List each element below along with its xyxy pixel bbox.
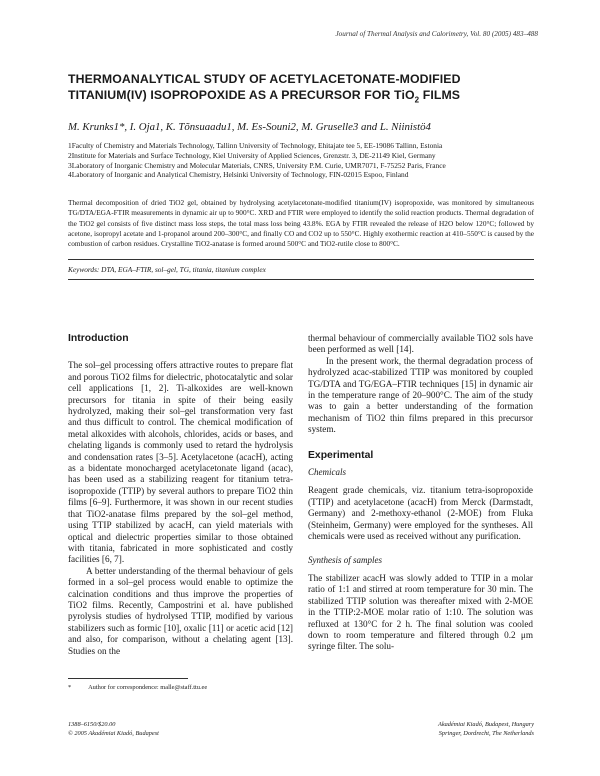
title-line-1: THERMOANALYTICAL STUDY OF ACETYLACETONATE-MODIFIED xyxy=(68,72,461,86)
experimental-heading: Experimental xyxy=(308,449,374,461)
issn-price: 1388–6150/$20.00 xyxy=(68,721,116,728)
journal-reference: Journal of Thermal Analysis and Calorimetry, Vol. 80 (2005) 483–488 xyxy=(335,30,538,38)
affiliation-2: 2Institute for Materials and Surface Technology, Kiel University of Applied Sciences, Grenzstr. 3, DE-21149 Kiel, Germany xyxy=(68,150,436,160)
right-column xyxy=(308,333,533,653)
intro-paragraph-2: A better understanding of the thermal behaviour of gels formed in a sol–gel process would enable to optimize the calcination conditions and thus improve the properties of TiO2 films. Recently, Campostrini et al. have published pyrolysis studies of hydrolysed TTIP, modified by various stabilizers such as formic [10], oxalic [11] or acetic acid [12] and also, for comparison, without a chelating agent [13]. Studies on the xyxy=(68,565,293,656)
paper-title xyxy=(68,71,538,108)
affiliation-4: 4Laboratory of Inorganic and Analytical Chemistry, Helsinki University of Technology, FIN-02015 Espoo, Finland xyxy=(68,170,409,180)
chemicals-heading: Chemicals xyxy=(308,467,346,478)
footnote xyxy=(68,684,207,691)
right-paragraph-2: In the present work, the thermal degradation process of hydrolyzed acac-stabilized TTIP was monitored by coupled TG/DTA and TG/EGA–FTIR techniques [15] in dynamic air in the temperature range of 20–900°C. The aim of the study was to gain a better understanding of the formation mechanism of TiO2 thin films prepared in this precursor system. xyxy=(308,355,533,435)
left-column xyxy=(68,333,293,657)
publisher-1: Akadémiai Kiadó, Budapest, Hungary xyxy=(437,721,534,728)
intro-heading: Introduction xyxy=(68,333,129,344)
authors: M. Krunks1*, I. Oja1, K. Tõnsuaadu1, M. Es-Souni2, M. Gruselle3 and L. Niinistö4 xyxy=(68,121,431,133)
affiliation-1: 1Faculty of Chemistry and Materials Technology, Tallinn University of Technology, Ehitajate tee 5, EE-19086 Tallinn, Estonia xyxy=(68,141,443,150)
copyright: © 2005 Akadémiai Kiadó, Budapest xyxy=(68,730,159,737)
synthesis-heading: Synthesis of samples xyxy=(308,554,382,565)
chemicals-paragraph: Reagent grade chemicals, viz. titanium tetra-isopropoxide (TTIP) and acetylacetone (acacH) from Merck (Darmstadt, Germany) and 2-methoxy-ethanol (2-MOE) from Fluka (Steinheim, Germany) were employed for the syntheses. All chemicals were used as received without any purification. xyxy=(308,485,533,542)
bottom-right-info xyxy=(438,720,534,738)
keywords-bottom-rule xyxy=(68,279,534,280)
footnote-rule xyxy=(68,678,188,679)
abstract: Thermal decomposition of dried TiO2 gel, obtained by hydrolysing acetylacetonate-modified titanium(IV) isopropoxide, was monitored by simultaneous TG/DTA/EGA-FTIR measurements in dynamic air up to 900°C. XRD and FTIR were employed to identify the solid reaction products. Thermal degradation of the TiO2 gel consists of five distinct mass loss steps, the total mass loss being 43.8%. EGA by FTIR revealed the release of H2O below 120°C; followed by acetone, isopropyl acetate and 1-propanol around 200–300°C, and finally CO and CO2 up to 550°C. Highly exothermic reaction at 410–550°C is caused by the combustion of carbon residues. Crystalline TiO2-anatase is formed around 500°C and TiO2-rutile close to 800°C. xyxy=(68,198,534,249)
bottom-left-info xyxy=(68,720,159,738)
intro-paragraph-1: The sol–gel processing offers attractive routes to prepare flat and porous TiO2 films for dielectric, photocatalytic and solar cell applications [1, 2]. Ti-alkoxides are well-known precursors for titania in spite of their being easily hydrolyzed, making their sol–gel transformation very fast and thus difficult to control. The chemical modification of metal alkoxides with alcohols, chlorides, acids or bases, and chelating ligands is commonly used to retard the hydrolysis and condensation rates [3–5]. Acetylacetone (acacH), acting as a bidentate monocharged acetylacetonate ligand (acac), has been used as a stabilizing reagent for titanium tetra-isopropoxide (TTIP) by several authors to prepare TiO2 thin films [6–9]. Furthermore, it was shown in our recent studies that TiO2-anatase films prepared by the sol–gel method, using TTIP stabilized by acacH, can yield materials with optical and dielectric properties similar to those obtained with titania, fabricated in more sophisticated and costly facilities [6, 7]. xyxy=(68,360,293,565)
footnote-mark: * xyxy=(68,684,72,691)
affiliations xyxy=(68,141,548,180)
keywords-top-rule xyxy=(68,259,534,260)
publisher-2: Springer, Dordrecht, The Netherlands xyxy=(438,730,534,737)
title-line-2: TITANIUM(IV) ISOPROPOXIDE AS A PRECURSOR FOR TiO$_2$ FILMS xyxy=(68,88,461,105)
right-paragraph-1: thermal behaviour of commercially available TiO2 sols have been performed as well [14]. xyxy=(308,333,533,355)
footnote-text: Author for correspondence: malle@staff.ttu.ee xyxy=(88,684,208,691)
affiliation-3: 3Laboratory of Inorganic Chemistry and Molecular Materials, CNRS, University P.M. Curie, UMR7071, F-75252 Paris, France xyxy=(68,160,446,170)
keywords: Keywords: DTA, EGA–FTIR, sol–gel, TG, titania, titanium complex xyxy=(68,265,266,274)
synthesis-paragraph: The stabilizer acacH was slowly added to TTIP in a molar ratio of 1:1 and stirred at room temperature for 30 min. The stabilized TTIP solution was thereafter mixed with 2-MOE in the TTIP:2-MOE molar ratio of 1:10. The solution was refluxed at 130°C for 2 h. The final solution was cooled down to room temperature and filtered through 0.2 μm syringe filter. The solu- xyxy=(308,572,533,652)
